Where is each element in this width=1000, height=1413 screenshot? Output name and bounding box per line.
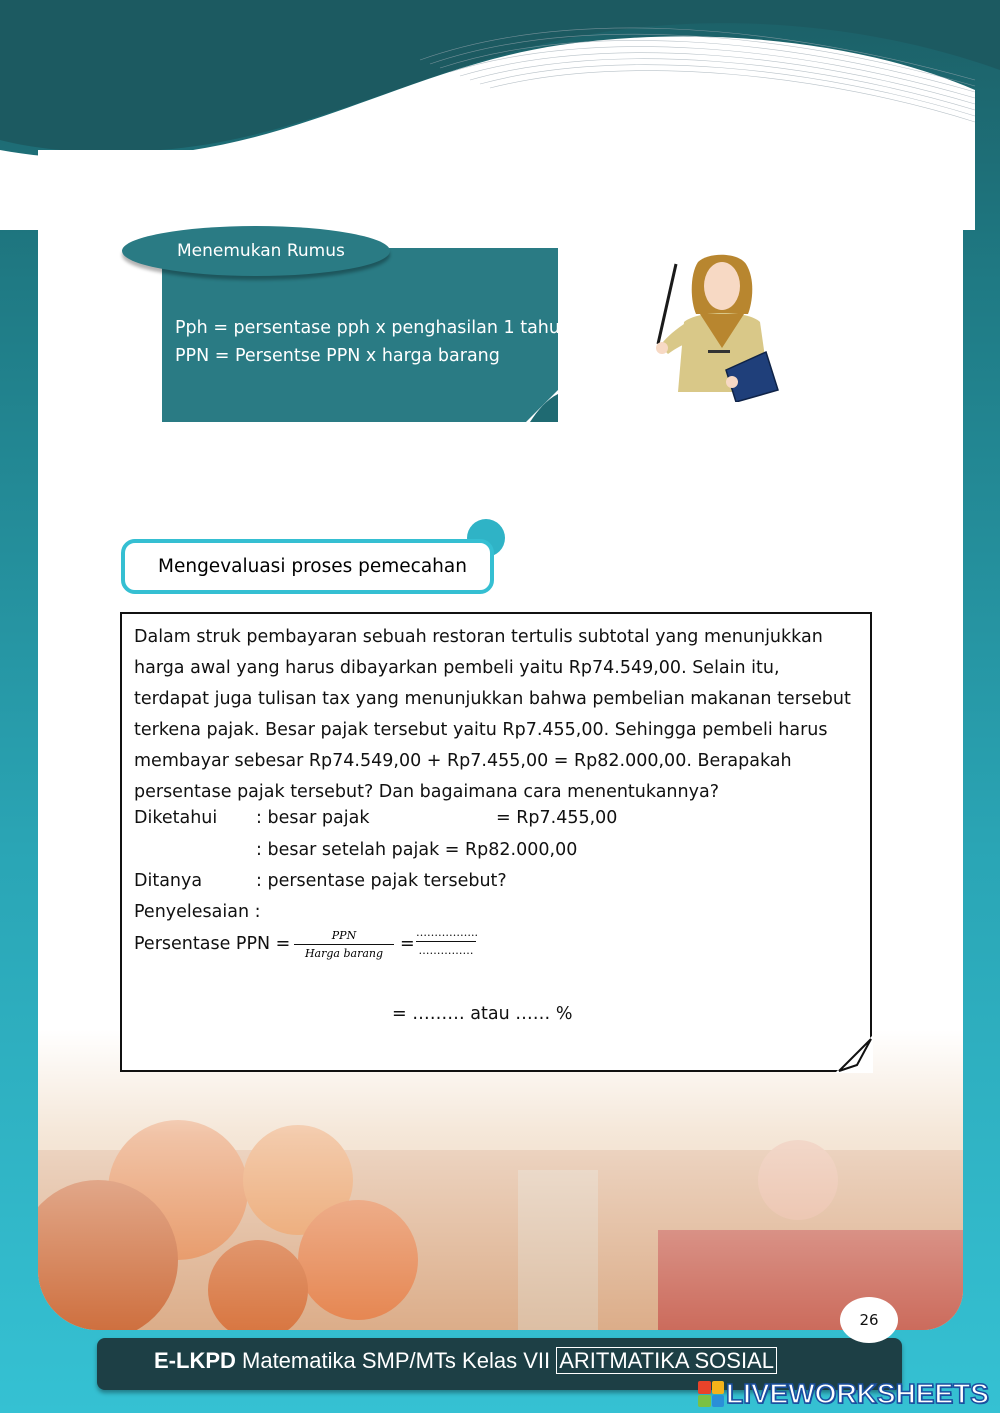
footer-course: Matematika SMP/MTs Kelas VII — [235, 1348, 557, 1373]
formula-ppn: PPN = Persentse PPN x harga barang — [175, 346, 500, 366]
footer-title — [154, 1348, 777, 1374]
fraction-denominator: Harga barang — [304, 947, 384, 960]
formula-tag: Menemukan Rumus — [122, 226, 390, 276]
asked-label: Ditanya — [134, 871, 203, 891]
result-line[interactable]: = ……… atau …… % — [392, 1004, 573, 1024]
fraction-numerator: PPN — [331, 929, 357, 942]
market-background-photo — [38, 1030, 963, 1330]
problem-paragraph: Dalam struk pembayaran sebuah restoran tertulis subtotal yang menunjukkan harga awal yang harus dibayarkan pembeli yaitu Rp74.549,00. Selain itu, terdapat juga tulisan tax yang menunjukkan bahwa pembelian makanan tersebut terkena pajak. Besar pajak tersebut yaitu Rp7.455,00. Sehingga pembeli harus membayar sebesar Rp74.549,00 + Rp7.455,00 = Rp82.000,00. Berapakah persentase pajak tersebut? Dan bagaimana cara menentukannya? — [134, 627, 851, 802]
liveworksheets-logo[interactable] — [698, 1378, 989, 1410]
known-label: Diketahui — [134, 808, 218, 828]
teacher-illustration — [648, 252, 788, 402]
formula-pph: Pph = persentase pph x penghasilan 1 tahun — [175, 318, 572, 338]
page-curl-icon — [526, 390, 558, 422]
fraction-equals: = — [400, 934, 415, 954]
ppn-formula-fraction — [294, 929, 394, 960]
page-number: 26 — [840, 1297, 898, 1343]
liveworksheets-icon — [698, 1381, 724, 1407]
asked-value: : persentase pajak tersebut? — [256, 871, 507, 891]
problem-box — [120, 612, 872, 1072]
footer-subject: ARITMATIKA SOSIAL — [556, 1347, 777, 1374]
liveworksheets-text: LIVEWORKSHEETS — [726, 1378, 989, 1409]
answer-fraction[interactable] — [416, 926, 476, 957]
eval-section-title: Mengevaluasi proses pemecahan — [121, 539, 494, 594]
ppn-label: Persentase PPN = — [134, 934, 291, 954]
known-total: : besar setelah pajak = Rp82.000,00 — [256, 840, 578, 860]
solution-label: Penyelesaian : — [134, 902, 261, 922]
answer-denominator-blank[interactable]: …………… — [418, 944, 474, 957]
known-tax-label: : besar pajak — [256, 808, 370, 828]
footer-bold: E-LKPD — [154, 1348, 236, 1373]
known-tax-value: = Rp7.455,00 — [496, 808, 618, 828]
page-fold-icon — [835, 1035, 873, 1073]
answer-numerator-blank[interactable]: …………….. — [416, 926, 478, 939]
